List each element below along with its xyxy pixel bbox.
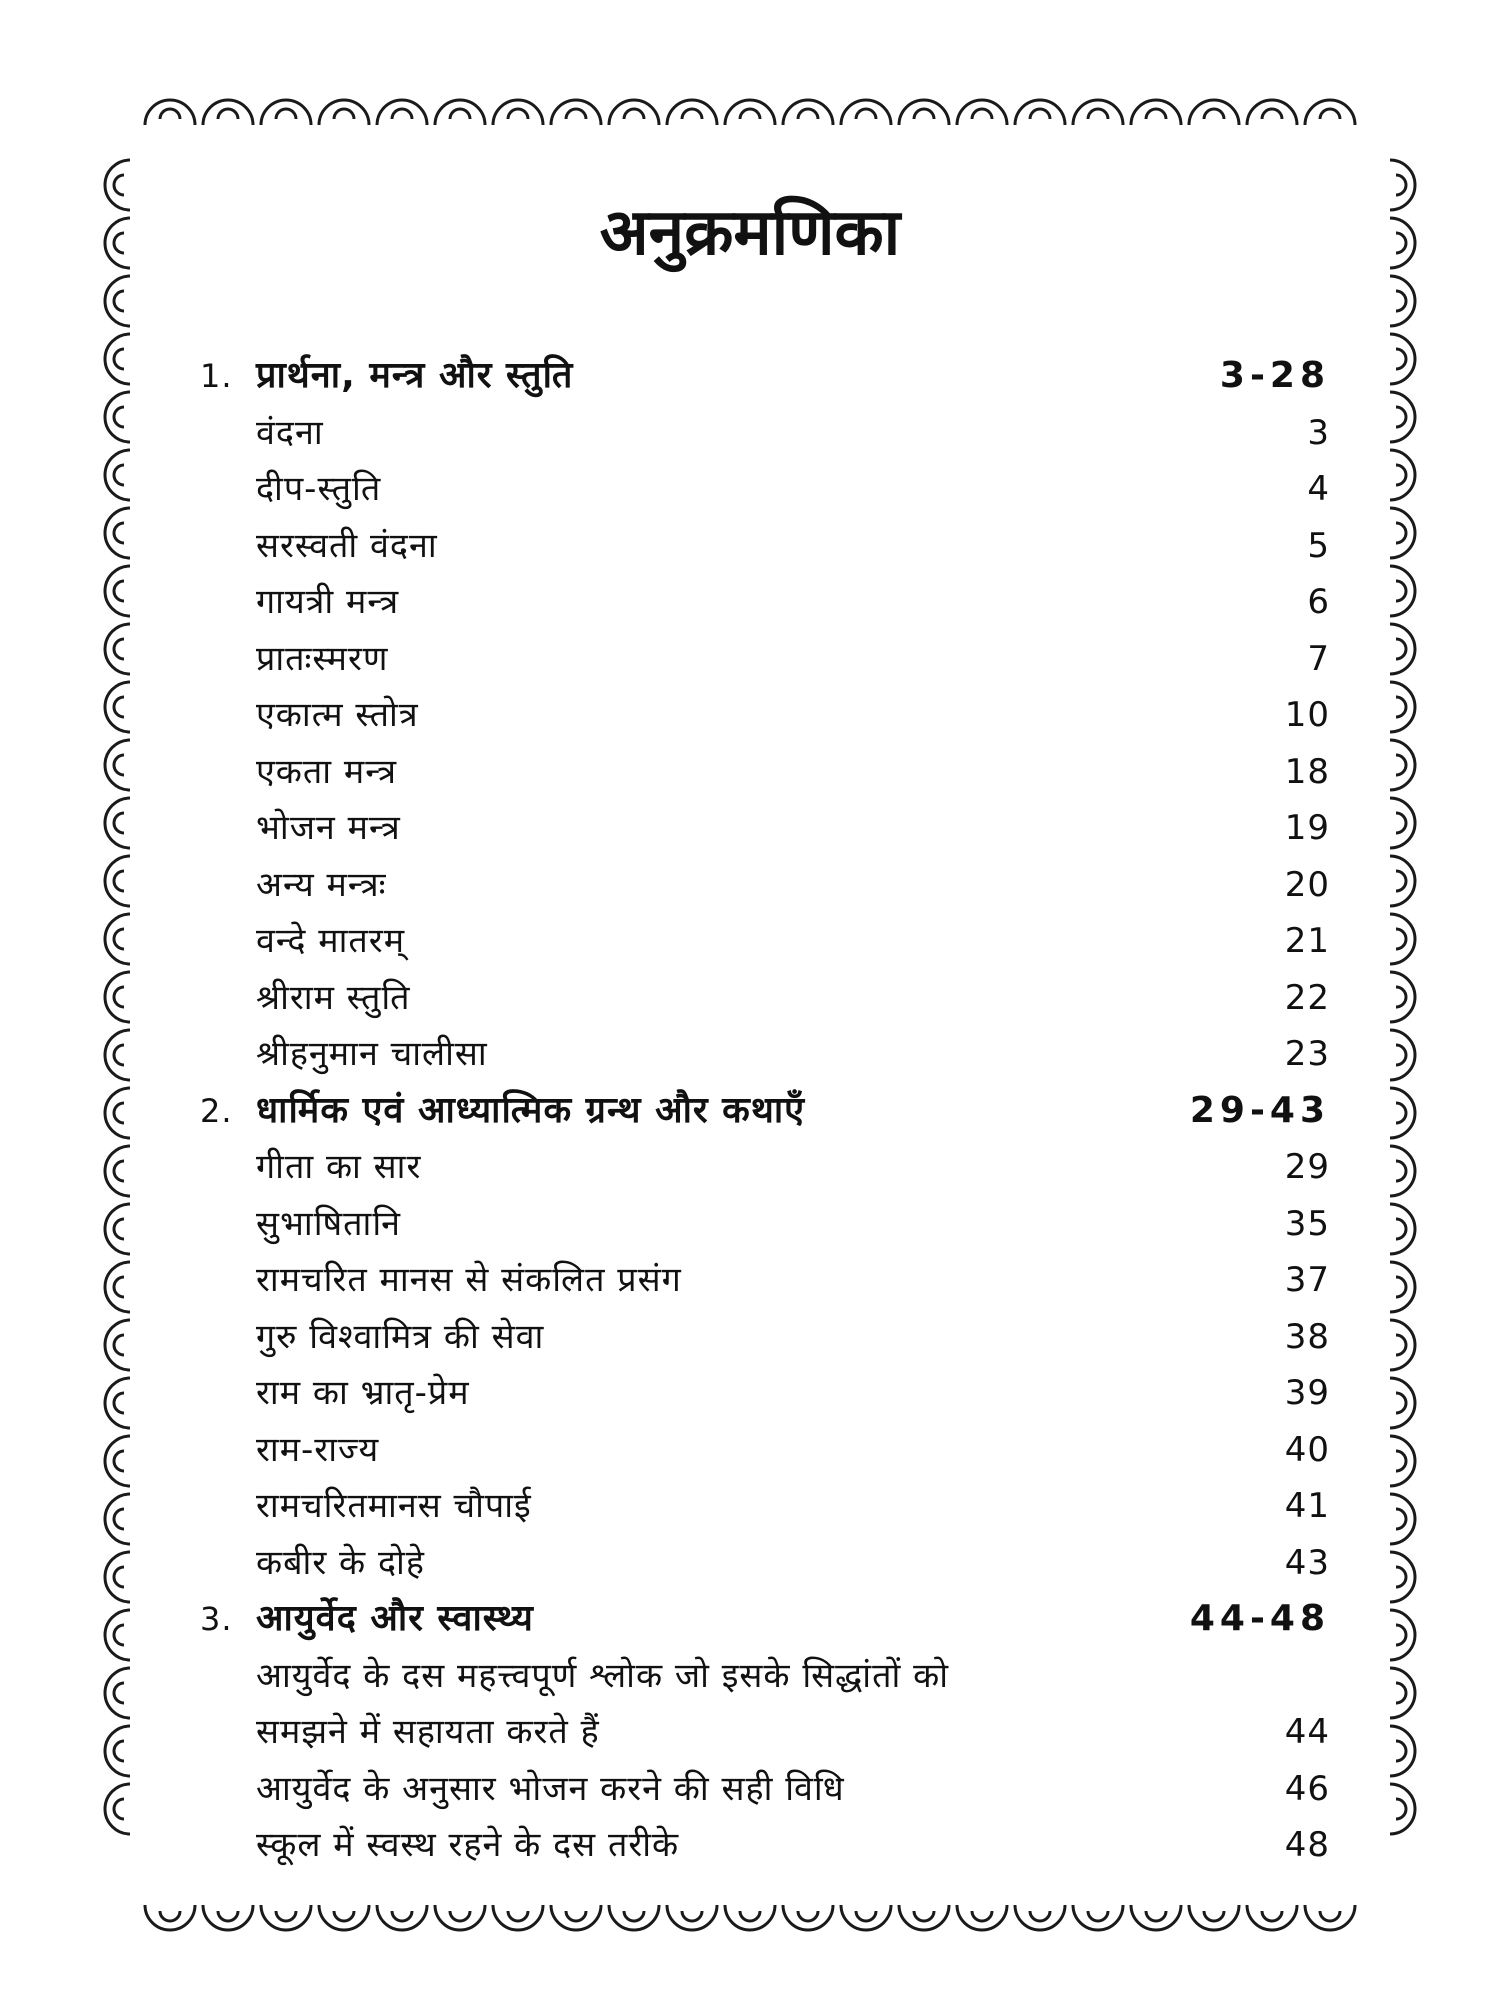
- section-title: प्रार्थना, मन्त्र और स्तुति: [256, 355, 574, 396]
- section-number: 2.: [200, 1091, 233, 1130]
- toc-entry-label: गायत्री मन्त्र: [256, 582, 400, 622]
- toc-entry-label: सरस्वती वंदना: [256, 525, 438, 566]
- toc-entry[interactable]: [200, 1422, 1330, 1479]
- toc-entry[interactable]: [200, 1365, 1330, 1422]
- toc-entry[interactable]: [200, 405, 1330, 462]
- toc-entry-page: 19: [1284, 808, 1330, 848]
- toc-entry-page: 5: [1307, 525, 1330, 566]
- toc-entry-label: वन्दे मातरम्: [256, 921, 406, 961]
- toc-entry-label: श्रीराम स्तुति: [256, 977, 411, 1018]
- toc-entry-page: 46: [1284, 1768, 1330, 1809]
- toc-entry[interactable]: [200, 518, 1330, 575]
- toc-section-heading[interactable]: [200, 1083, 1330, 1140]
- toc-entry-label: गुरु विश्वामित्र की सेवा: [256, 1316, 545, 1357]
- toc-entry[interactable]: [200, 1535, 1330, 1592]
- table-of-contents: [200, 348, 1330, 1874]
- toc-entry-label: एकात्म स्तोत्र: [256, 695, 419, 735]
- toc-entry[interactable]: [200, 1252, 1330, 1309]
- toc-entry-label: दीप-स्तुति: [256, 469, 382, 509]
- toc-entry-page: 38: [1284, 1316, 1330, 1357]
- toc-entry[interactable]: [200, 857, 1330, 914]
- toc-entry-label: आयुर्वेद के अनुसार भोजन करने की सही विधि: [256, 1768, 845, 1809]
- toc-entry-page: 6: [1307, 582, 1330, 622]
- toc-entry-page: 40: [1284, 1429, 1330, 1470]
- section-number: 1.: [200, 357, 233, 395]
- toc-entry[interactable]: [200, 1478, 1330, 1535]
- toc-entry-page: 20: [1284, 864, 1330, 905]
- toc-entry-page: 29: [1284, 1147, 1330, 1187]
- toc-entry-page: 44: [1284, 1712, 1330, 1752]
- section-title: धार्मिक एवं आध्यात्मिक ग्रन्थ और कथाएँ: [256, 1089, 806, 1131]
- toc-entry[interactable]: [200, 461, 1330, 518]
- toc-section-heading[interactable]: [200, 348, 1330, 405]
- section-number: 3.: [200, 1600, 233, 1638]
- toc-entry-page: 21: [1284, 921, 1330, 961]
- toc-entry[interactable]: [200, 1196, 1330, 1253]
- toc-entry[interactable]: [200, 1139, 1330, 1196]
- toc-entry-label: एकता मन्त्र: [256, 751, 398, 792]
- toc-entry-label: समझने में सहायता करते हैं: [256, 1712, 600, 1752]
- toc-entry-label: श्रीहनुमान चालीसा: [256, 1034, 488, 1074]
- toc-entry-label: वंदना: [256, 412, 324, 453]
- toc-section-heading[interactable]: [200, 1591, 1330, 1648]
- toc-entry[interactable]: [200, 1704, 1330, 1761]
- toc-entry-label: अन्य मन्त्रः: [256, 864, 387, 905]
- toc-entry-label: आयुर्वेद के दस महत्त्वपूर्ण श्लोक जो इसके सिद्धांतों को: [256, 1655, 950, 1696]
- section-title: आयुर्वेद और स्वास्थ्य: [256, 1598, 534, 1639]
- page-title: अनुक्रमणिका: [599, 196, 901, 270]
- toc-entry-page: 43: [1284, 1542, 1330, 1583]
- toc-entry-page: 48: [1284, 1825, 1330, 1865]
- toc-entry-label: राम-राज्य: [256, 1429, 380, 1470]
- toc-entry[interactable]: [200, 744, 1330, 801]
- toc-entry-page: 23: [1284, 1034, 1330, 1074]
- toc-entry-label: प्रातःस्मरण: [256, 638, 389, 679]
- toc-entry-page: 39: [1284, 1373, 1330, 1413]
- toc-entry-page: 7: [1307, 638, 1330, 679]
- toc-entry-label: स्कूल में स्वस्थ रहने के दस तरीके: [256, 1825, 680, 1865]
- toc-entry-label: कबीर के दोहे: [256, 1542, 425, 1583]
- toc-entry-label: भोजन मन्त्र: [256, 808, 401, 848]
- toc-entry-label: सुभाषितानि: [256, 1203, 402, 1244]
- toc-entry-page: 37: [1284, 1260, 1330, 1300]
- toc-entry[interactable]: [200, 1817, 1330, 1874]
- toc-entry[interactable]: [200, 970, 1330, 1027]
- toc-entry[interactable]: [200, 687, 1330, 744]
- toc-entry[interactable]: [200, 631, 1330, 688]
- toc-entry-page: 41: [1284, 1486, 1330, 1526]
- toc-entry-page: 18: [1284, 751, 1330, 792]
- toc-entry-label: रामचरितमानस चौपाई: [256, 1486, 532, 1526]
- toc-entry-label: राम का भ्रातृ-प्रेम: [256, 1373, 470, 1413]
- toc-entry[interactable]: [200, 1761, 1330, 1818]
- toc-entry[interactable]: [200, 800, 1330, 857]
- toc-entry[interactable]: [200, 574, 1330, 631]
- toc-entry[interactable]: [200, 913, 1330, 970]
- toc-entry-label: रामचरित मानस से संकलित प्रसंग: [256, 1260, 682, 1300]
- toc-entry[interactable]: [200, 1309, 1330, 1366]
- section-page-range: 44-48: [1189, 1598, 1330, 1639]
- toc-entry-label: गीता का सार: [256, 1147, 422, 1187]
- toc-entry[interactable]: [200, 1648, 1330, 1705]
- toc-entry-page: 22: [1284, 977, 1330, 1018]
- toc-entry-page: 10: [1284, 695, 1330, 735]
- toc-entry-page: 35: [1284, 1203, 1330, 1244]
- toc-entry-page: 3: [1307, 412, 1330, 453]
- section-page-range: 3-28: [1219, 355, 1330, 396]
- toc-entry-page: 4: [1307, 469, 1330, 509]
- toc-entry[interactable]: [200, 1026, 1330, 1083]
- section-page-range: 29-43: [1189, 1089, 1330, 1131]
